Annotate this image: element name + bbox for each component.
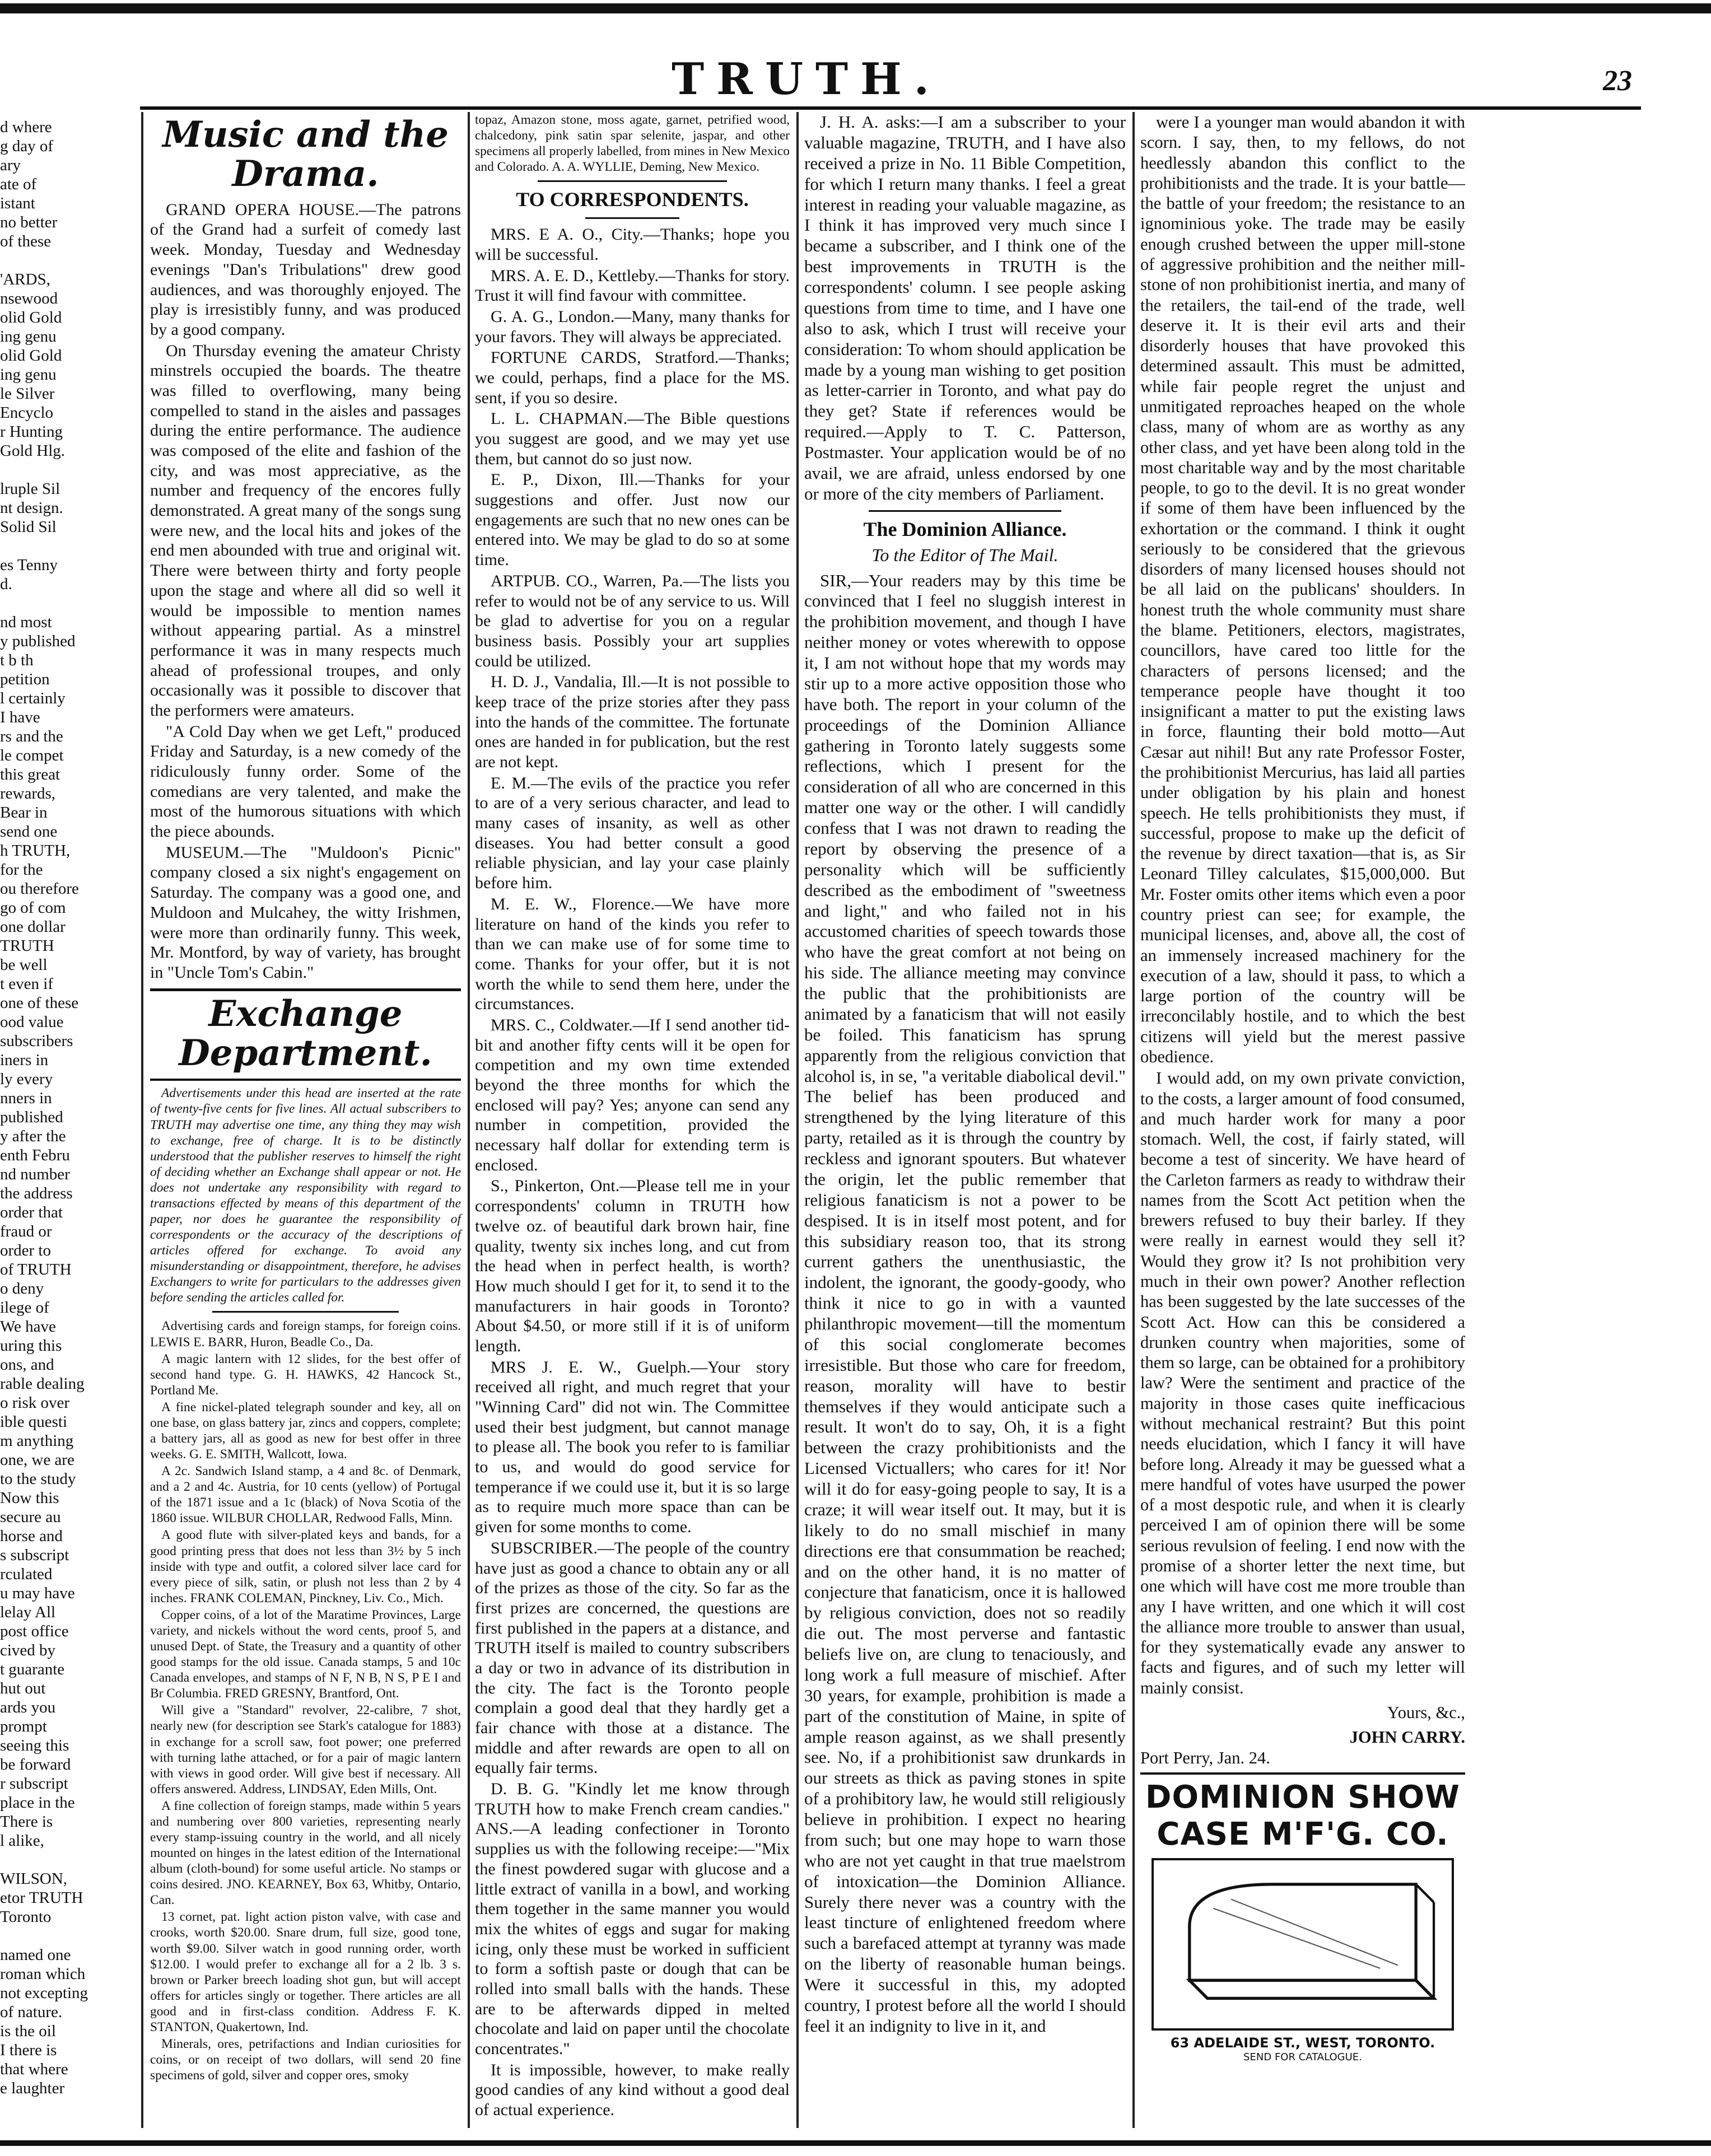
fragment-line: e laughter: [0, 2079, 65, 2097]
fragment-line: published: [0, 1108, 63, 1126]
fragment-line: is the oil: [0, 2022, 56, 2040]
correspondents-section: [475, 225, 790, 2120]
fragment-line: u may have: [0, 1584, 75, 1602]
music-drama-section: [150, 200, 461, 983]
corr-paragraph: S., Pinkerton, Ont.—Please tell me in your correspondents' column in TRUTH how twelve oz. of beautiful dark brown hair, fine quality, twenty six inches long, and cut from the head when in perfect health, is worth? How much should I get for it, to send it to the manufacturers in hair goods in Toronto? About $4.50, or more still if it is of uniform length.: [475, 1177, 790, 1355]
fragment-line: of these: [0, 232, 51, 250]
fragment-line: olid Gold: [0, 309, 62, 326]
fragment-line: prompt: [0, 1718, 47, 1735]
fragment-line: ons, and: [0, 1356, 54, 1374]
corr-paragraph: E. P., Dixon, Ill.—Thanks for your suggestions and offer. Just now our engagements are such that no new ones can be entered into. We may be glad to do so at some time.: [475, 470, 790, 570]
corr-paragraph: It is impossible, however, to make really good candies of any kind without a good deal of actual experience.: [475, 2060, 790, 2120]
fragment-line: o risk over: [0, 1394, 70, 1412]
fragment-line: nt design.: [0, 499, 63, 517]
corr-paragraph: G. A. G., London.—Many, many thanks for your favors. They will always be appreciated.: [475, 307, 790, 346]
column-alliance: [804, 112, 1126, 2038]
fragment-line: be well: [0, 956, 48, 974]
fragment-line: nd number: [0, 1165, 70, 1183]
fragment-line: TRUTH: [0, 937, 54, 955]
masthead-rule: [140, 106, 1641, 110]
fragment-line: subscribers: [0, 1032, 73, 1050]
fragment-line: of TRUTH: [0, 1261, 72, 1278]
column-divider: [141, 112, 143, 2128]
exch-paragraph: A magic lantern with 12 slides, for the best offer of second hand type. G. H. HAWKS, 42 Hancock St., Portland Me.: [150, 1351, 461, 1398]
fragment-line: rewards,: [0, 785, 56, 802]
fragment-line: Encyclo: [0, 404, 54, 422]
exch-paragraph: 13 cornet, pat. light action piston valve, with case and crooks, worth $20.00. Snare drum, full size, good tone, worth $9.00. Silver watch in good running order, worth $12.00. I would prefer to exchange all for a 2 lb. 3 s. brown or Parker breech loading shot gun, but will accept offers for articles singly or together. There articles are all good and in first-class condition. Address F. K. STANTON, Quakertown, Ind.: [150, 1910, 461, 2034]
fragment-line: that where: [0, 2060, 68, 2078]
fragment-line: horse and: [0, 1527, 63, 1545]
fragment-line: [0, 1850, 139, 1869]
fragment-line: petition: [0, 670, 50, 688]
fragment-line: I there is: [0, 2041, 57, 2059]
section-rule: [1140, 1772, 1465, 1775]
corr-paragraph: SUBSCRIBER.—The people of the country have just as good a chance to obtain any or all of the prizes as those of the city. So far as the first prizes are concerned, the questions are first published in the papers at a distance, and TRUTH itself is mailed to country subscribers a day or two in advance of its distribution in the city. The fact is the Toronto people complain a good deal that they hardly get a fair chance with those at a distance. The middle and after rewards are open to all on equally fair terms.: [475, 1538, 790, 1777]
corr-paragraph: MRS J. E. W., Guelph.—Your story received all right, and much regret that your "Winning Card" did not win. The Committee used their best judgment, but cannot manage to please all. The book you refer to is familiar to us, and would do good service for temperance if we could use it, but it is so large as to require much more space than can be given for some months to come.: [475, 1357, 790, 1537]
fragment-line: uring this: [0, 1337, 62, 1355]
column-music-exchange: [150, 112, 461, 2084]
corr-paragraph: MRS. A. E. D., Kettleby.—Thanks for story. Trust it will find favour with committee.: [475, 266, 790, 305]
fragment-line: no better: [0, 213, 58, 231]
fragment-line: etor TRUTH: [0, 1889, 83, 1907]
fragment-line: m anything: [0, 1432, 74, 1450]
bottom-border: [0, 2140, 1711, 2146]
corr-paragraph: L. L. CHAPMAN.—The Bible questions you suggest are good, and we may yet use them, but cannot do so just now.: [475, 409, 790, 468]
fragment-line: d.: [0, 575, 12, 593]
fragment-line: r subscript: [0, 1775, 68, 1793]
left-fragment-column: [0, 118, 139, 2098]
fragment-line: We have: [0, 1318, 56, 1336]
showcase-illustration: [1151, 1858, 1454, 2031]
exch-paragraph: Will give a "Standard" revolver, 22-calibre, 7 shot, nearly new (for description see Stark's catalogue for 1883) in exchange for a scroll saw, foot power; one preferred with turning lathe attached, or for a pair of magic lantern with views in good order. Will give best if necessary. All offers answered. Address, LINDSAY, Eden Mills, Ont.: [150, 1703, 461, 1796]
page-number: 23: [1603, 65, 1632, 97]
column-divider: [1132, 112, 1135, 2128]
fragment-line: send one: [0, 823, 58, 841]
fragment-line: o deny: [0, 1280, 44, 1298]
specimens-paragraph: topaz, Amazon stone, moss agate, garnet, petrified wood, chalcedony, pink satin spar selenite, jaspar, and other specimens all properly labelled, from mines in New Mexico and Colorado. A. A. WYLLIE, Deming, New Mexico.: [475, 113, 790, 175]
fragment-line: enth Febru: [0, 1146, 70, 1164]
signature: JOHN CARRY.: [1349, 1728, 1465, 1747]
closing: Yours, &c.,: [1387, 1702, 1465, 1722]
letter-carrier-question: J. H. A. asks:—I am a subscriber to your valuable magazine, TRUTH, and I have also received a prize in No. 11 Bible Competition, for which I return many thanks. I feel a great interest in reading your valuable magazine, as I think it has improved very much since I became a subscriber, and I think one of the best improvements in TRUTH is the correspondents' column. I see people asking questions from time to time, and I have one also to ask, which I trust will receive your consideration: To whom should application be made by a young man wishing to get position as letter-carrier in Toronto, and what pay do they get? State if references would be required.—Apply to T. C. Patterson, Postmaster. Your application would be of no avail, we are afraid, unless endorsed by one or more of the city members of Parliament.: [804, 112, 1126, 503]
exch-paragraph: Advertising cards and foreign stamps, for foreign coins. LEWIS E. BARR, Huron, Beadle Co., Da.: [150, 1319, 461, 1350]
cont-paragraph: I would add, on my own private conviction, to the costs, a larger amount of food consumed, and much harder work for many a poor stomach. Well, the cost, if fairly stated, will become a test of sincerity. We have heard of the Carleton farmers as ready to withdraw their names from the Scott Act petition when the brewers refused to buy their barley. If they were really in earnest would they sell it? Would they grow it? Is not prohibition very much in their own power? Another reflection has been suggested by the late successes of the Scott Act. How can this be considered a drunken country when majorities, some of them so large, can be obtained for a prohibitory law? Were the sentiment and practice of the majority in those cases quite inefficacious without mechanical restraint? But this point needs elucidation, which I fancy it will have before long. Already it may be guessed what a mere handful of votes have usurped the power of a most despotic rule, and when it is clearly perceived I am of opinion there will be some serious revulsion of feeling. I end now with the promise of a shorter letter the next time, but one which will have cost me more trouble than any I have written, and one which it will cost the alliance more trouble to answer than usual, for they systematically evade any answer to facts and figures, and of such my letter will mainly consist.: [1140, 1068, 1465, 1697]
fragment-line: t b th: [0, 651, 34, 669]
letter-continuation: [1140, 112, 1465, 1698]
fragment-line: nsewood: [0, 290, 58, 307]
fragment-line: order that: [0, 1203, 63, 1221]
exchange-heading: Exchange Department.: [179, 992, 432, 1074]
fragment-line: one of these: [0, 994, 79, 1012]
fragment-line: [0, 1926, 139, 1945]
fragment-line: nners in: [0, 1089, 52, 1107]
showcase-ad-address: 63 ADELAIDE ST., WEST, TORONTO.: [1170, 2035, 1435, 2051]
fragment-line: lelay All: [0, 1603, 56, 1621]
exchange-intro: Advertisements under this head are inserted at the rate of twenty-five cents for five lines. All actual subscribers to TRUTH may advertise one time, any thing they may wish to exchange, free of charge. It is to be distinctly understood that the publisher reserves to himself the right of deciding whether an Exchange shall appear or not. He does not undertake any responsibility with regard to transactions effected by means of this department of the paper, nor does he guarantee the responsibility of correspondents or the accuracy of the descriptions of articles offered for exchange. To avoid any misunderstanding or disappointment, therefore, he advises Exchangers to write for particulars to the addresses given before sending the articles called for.: [150, 1086, 461, 1305]
fragment-line: ly every: [0, 1070, 53, 1088]
fragment-line: t guarante: [0, 1660, 65, 1678]
separator: [869, 510, 1061, 512]
fragment-line: Gold Hlg.: [0, 442, 65, 460]
fragment-line: named one: [0, 1946, 71, 1964]
fragment-line: seeing this: [0, 1737, 69, 1754]
fragment-line: not excepting: [0, 1984, 88, 2002]
corr-paragraph: MRS. E A. O., City.—Thanks; hope you will be successful.: [475, 225, 790, 264]
column-letter-continued: [1140, 112, 1465, 2063]
section-rule: [150, 1079, 461, 1081]
masthead-title: TRUTH.: [672, 54, 941, 105]
fragment-line: cived by: [0, 1641, 56, 1659]
fragment-line: [0, 594, 139, 613]
fragment-line: Now this: [0, 1489, 59, 1507]
column-correspondents: [475, 112, 790, 2121]
corr-paragraph: E. M.—The evils of the practice you refer to are of a very serious character, and lead to many cases of insanity, as well as other diseases. You had better consult a good reliable physician, and lay your case plainly before him.: [475, 773, 790, 893]
fragment-line: le compet: [0, 746, 64, 764]
fragment-line: [0, 460, 139, 479]
fragment-line: ing genu: [0, 366, 57, 384]
exch-paragraph: Copper coins, of a lot of the Maratime Provinces, Large variety, and nickels without the word cents, proof 5, and unused Dept. of State, the Treasury and a quantity of other good stamps for the old issue. Canada stamps, 5 and 10c Canada envelopes, and stamps of N F, N B, N S, P E I and Br Columbia. FRED GRESNY, Brantford, Ont.: [150, 1607, 461, 1701]
fragment-line: roman which: [0, 1965, 86, 1983]
fragment-line: ible questi: [0, 1413, 68, 1431]
showcase-ad-catalogue: SEND FOR CATALOGUE.: [1243, 2051, 1362, 2063]
fragment-line: ate of: [0, 175, 37, 193]
fragment-line: this great: [0, 766, 60, 783]
exch-paragraph: Minerals, ores, petrifactions and Indian curiosities for coins, or on receipt of two dollars, will send 20 fine specimens of gold, silver and copper ores, smoky: [150, 2036, 461, 2083]
column-divider: [468, 112, 470, 2128]
fragment-line: es Tenny: [0, 556, 58, 574]
corr-paragraph: FORTUNE CARDS, Stratford.—Thanks; we could, perhaps, find a place for the MS. sent, if you so desire.: [475, 348, 790, 407]
fragment-line: ood value: [0, 1013, 64, 1031]
fragment-line: [0, 536, 139, 556]
separator: [212, 1311, 399, 1313]
top-border: [0, 3, 1711, 13]
exch-paragraph: A fine collection of foreign stamps, made within 5 years and numbering over 800 varieties, representing nearly every stamp-issuing country in the world, and all nicely mounted on hinges in the latest edition of the International album (cloth-bound) for some useful article. No stamps or coins desired. JNO. KEARNEY, Box 63, Whitby, Ontario, Can.: [150, 1798, 461, 1908]
fragment-line: ards you: [0, 1698, 56, 1716]
alliance-subheading: To the Editor of The Mail.: [871, 545, 1059, 566]
music-paragraph: "A Cold Day when we get Left," produced Friday and Saturday, is a new comedy of the ridiculously funny order. Some of the comedians are very talented, and make the most of the humorous situations with which the piece abounds.: [150, 722, 461, 841]
fragment-line: to the study: [0, 1470, 76, 1488]
alli-paragraph: SIR,—Your readers may by this time be convinced that I feel no sluggish interest in the prohibition movement, and though I have neither money or votes wherewith to oppose it, I am not without hope that my words may stir up to a more active opposition those who have both. The report in your column of the proceedings of the Dominion Alliance gathering in Toronto lately suggests some reflections, which I present for the consideration of all who are concerned in this matter one way or the other. I will candidly confess that I was not drawn to reading the report by observing the presence of a personality which will be sufficiently described as the embodiment of "sweetness and light," and who failed not in his accustomed charities of speech towards those who have the great comfort at not being on his side. The alliance meeting may convince the public that the prohibitionists are animated by a fanaticism that will not easily be foiled. This fanaticism has sprung apparently from the religious conviction that alcohol is, in se, "a veritable diabolical devil." The belief has been produced and strengthened by the lying literature of this party, retailed as it is through the country by reckless and ignorant spouters. But whatever the origin, let the public remember that religious fanaticism is not a power to be despised. It is in itself most potent, and for this subsidiary reason too, that its strong current gathers the unenthusiastic, the indolent, the ignorant, the goody-goody, who think it nice to go in with a vaunted philanthropic movement—till the momentum of this social conglomerate becomes irresistible. But those who care for freedom, reason, morality will have to bestir themselves if they would anticipate such a result. It won't do to say, Oh, it is a fight between the crazy prohibitionists and the Licensed Victuallers; who cares for it! Nor will it do for easy-going people to say, It is a craze; it will wear itself out. It may, but it is likely to do no small mischief in many directions ere that consummation be reached; and on the other hand, it is no matter of conjecture that fanaticism, once it is hallowed by religious conviction, does not so readily die out. The most perverse and fantastic beliefs live on, are clung to tenaciously, and long work a full measure of mischief. After 30 years, for example, prohibition is made a part of the constitution of Maine, in spite of ample reason against, as we shall presently see. No, if a prohibitionist saw drunkards in our streets as thick as paving stones in spite of a prohibitory law, he would still religiously believe in prohibition. I expect no hearing from such; but one may hope to warn those who are not yet caught in that true maelstrom of intoxication—the Dominion Alliance. Surely there never was a country with the least tincture of enlightened freedom where such a barefaced attempt at tyranny was made on the liberty of reasonable human beings. Were it successful in this, my adopted country, I protest before all the world I should feel it an indignity to live in it, and: [804, 570, 1126, 2036]
fragment-line: [0, 251, 139, 270]
correspondents-heading: TO CORRESPONDENTS.: [516, 188, 749, 211]
fragment-line: Solid Sil: [0, 518, 57, 536]
section-rule: [150, 988, 461, 991]
dateline: Port Perry, Jan. 24.: [1140, 1748, 1270, 1767]
fragment-line: ary: [0, 156, 21, 174]
fragment-line: rs and the: [0, 727, 63, 745]
fragment-line: one, we are: [0, 1451, 74, 1469]
exchange-listings: [150, 1318, 461, 2083]
fragment-line: ing genu: [0, 328, 57, 346]
fragment-line: ou therefore: [0, 880, 79, 898]
fragment-line: y published: [0, 632, 76, 650]
exch-paragraph: A fine nickel-plated telegraph sounder and key, all on one base, on glass battery jar, zincs and coppers, complete; a battery jars, all as good as new for best offer in three weeks. G. E. SMITH, Wallcott, Iowa.: [150, 1399, 461, 1462]
alliance-heading: The Dominion Alliance.: [863, 517, 1067, 540]
fragment-line: There is: [0, 1813, 53, 1831]
fragment-line: 'ARDS,: [0, 270, 50, 288]
fragment-line: secure au: [0, 1508, 61, 1526]
fragment-line: WILSON,: [0, 1870, 68, 1888]
exch-paragraph: A good flute with silver-plated keys and bands, for a good printing press that does not less than 3½ by 5 inch inside with type and outfit, a colored silver lace card for every piece of silk, satin, or plush not less than 2 by 4 inches. FRANK COLEMAN, Pinckney, Liv. Co., Mich.: [150, 1528, 461, 1606]
fragment-line: ilege of: [0, 1299, 49, 1317]
fragment-line: one dollar: [0, 918, 66, 936]
fragment-line: le Silver: [0, 385, 55, 403]
fragment-line: place in the: [0, 1794, 75, 1812]
fragment-line: s subscript: [0, 1546, 69, 1564]
fragment-line: l certainly: [0, 689, 66, 707]
fragment-line: for the: [0, 861, 43, 879]
separator: [585, 217, 680, 219]
fragment-line: Bear in: [0, 804, 48, 822]
music-paragraph: On Thursday evening the amateur Christy minstrels occupied the boards. The theatre was filled to overflowing, many being compelled to stand in the aisles and passages during the entire performance. The audience was composed of the elite and fashion of the city, and was most appreciative, as the number and frequency of the encores fully demonstrated. A great many of the songs sung were new, and the local hits and jokes of the end men abounded with true and original wit. There were between thirty and forty people upon the stage and where all did so well it would be impossible to mention names without appearing partial. As a minstrel performance it was in many respects much ahead of professional troupes, and only occasionally was it possible to discover that the performers were amateurs.: [150, 341, 461, 720]
corr-paragraph: H. D. J., Vandalia, Ill.—It is not possible to keep trace of the prize stories after they pass into the hands of the committee. The fortunate ones are handed in for publication, but the rest are not kept.: [475, 673, 790, 772]
corr-paragraph: ARTPUB. CO., Warren, Pa.—The lists you refer to would not be of any service to us. Will be glad to advertise for you on a regular business basis. Possibly your art supplies could be utilized.: [475, 571, 790, 670]
alliance-letter: [804, 571, 1126, 2037]
column-divider: [796, 112, 799, 2128]
fragment-line: rable dealing: [0, 1375, 85, 1393]
music-paragraph: MUSEUM.—The "Muldoon's Picnic" company closed a six night's engagement on Saturday. The company was a good one, and Muldoon and Mulcahey, the witty Irishmen, were more than ordinarily funny. This week, Mr. Montford, by way of variety, has brought in "Uncle Tom's Cabin.": [150, 843, 461, 982]
separator: [538, 180, 726, 182]
fragment-line: nd most: [0, 613, 52, 631]
fragment-line: go of com: [0, 899, 66, 917]
corr-paragraph: D. B. G. "Kindly let me know through TRUTH how to make French cream candies." ANS.—A leading confectioner in Toronto supplies us with the following receipe:—"Mix the finest powdered sugar with glucose and a little extract of vanilla in a bowl, and working them together in the same manner you would mix the whites of eggs and sugar for making icing, only these must be worked in sufficient to form a softish paste or dough that can be rolled into small balls with the hands. These are to be afterwards dipped in melted chocolate and laid on paper until the chocolate concentrates.": [475, 1780, 790, 2059]
fragment-line: g day of: [0, 137, 54, 155]
fragment-line: I have: [0, 708, 40, 726]
corr-paragraph: M. E. W., Florence.—We have more literature on hand of the kinds you refer to than we can make use of for some time to come. Thanks for your offer, but it is not worth the while to send them here, under the circumstances.: [475, 894, 790, 1014]
corr-paragraph: MRS. C., Coldwater.—If I send another tid-bit and another fifty cents will it be open for competition and my own time extended beyond the three months for which the enclosed will pay? Yes; anyone can send any number in competition, provided the necessary half dollar for extending term is enclosed.: [475, 1015, 790, 1174]
fragment-line: rculated: [0, 1565, 53, 1583]
cont-paragraph: were I a younger man would abandon it with scorn. I say, then, to my fellows, do not heedlessly abandon this conflict to the prohibitionists and the trade. It is your battle—the battle of your freedom; the resistance to an ignominious yoke. The trade may be easily enough crushed between the upper mill-stone of aggressive prohibition and the neither mill-stone of non prohibitionist inertia, and many of the retailers, the tail-end of the trade, well deserve it. It is their evil arts and their disorderly houses that have provoked this determined assault. This must be admitted, while fair people regret the unjust and unmitigated reproaches heaped on the whole class, many of whom are as worthy as any other class, and yet have been along told in the most charitable way and by the most charitable people, to go to the devil. It is no great wonder if some of them have been influenced by the exhortation or the command. I think it ought seriously to be considered that the grievous disorders of many licensed houses should not be all laid on the publicans' shoulders. In honest truth the whole community must share the blame. Petitioners, electors, magistrates, councillors, have cared too little for the characters of persons licensed; and the temperance people have thought it too insignificant a matter to put the existing laws in force, flaunting their bold motto—Aut Cæsar aut nihil! But any rate Professor Foster, the prohibitionist Mercurius, has laid all parties under obligation by his plain and honest speech. He tells prohibitionists they must, if successful, propose to make up the deficit of the revenue by direct taxation—that is, as Sir Leonard Tilley calculates, $15,000,000. But Mr. Foster omits other items which even a poor country priest can see; for example, the municipal licenses, and, above all, the cost of an immensely increased machinery for the execution of a law, should it pass, to which a large portion of the country will be irreconcilably hostile, and to which the best citizens will yield but the merest passive obedience.: [1140, 113, 1465, 1066]
showcase-ad-title: DOMINION SHOW CASE M'F'G. CO.: [1145, 1779, 1460, 1853]
fragment-line: of nature.: [0, 2003, 63, 2021]
fragment-line: d where: [0, 118, 52, 136]
fragment-line: y after the: [0, 1127, 66, 1145]
fragment-line: t even if: [0, 975, 54, 993]
fragment-line: the address: [0, 1184, 73, 1202]
fragment-line: Toronto: [0, 1908, 52, 1926]
exch-paragraph: A 2c. Sandwich Island stamp, a 4 and 8c. of Denmark, and a 2 and 4c. Austria, for 10 cents (yellow) of Portugal of the 1871 issue and a 1c (black) of Nova Scotia of the 1860 issue. WILBUR CHOLLAR, Redwood Falls, Minn.: [150, 1464, 461, 1526]
fragment-line: fraud or: [0, 1222, 52, 1240]
fragment-line: r Hunting: [0, 423, 63, 441]
fragment-line: h TRUTH,: [0, 842, 71, 860]
fragment-line: order to: [0, 1242, 51, 1259]
fragment-line: olid Gold: [0, 347, 62, 365]
fragment-line: iners in: [0, 1051, 49, 1069]
music-paragraph: GRAND OPERA HOUSE.—The patrons of the Grand had a surfeit of comedy last week. Monday, Tuesday and Wednesday evenings "Dan's Tribulations" drew good audiences, and was thoroughly enjoyed. The play is irresistibly funny, and was produced by a good company.: [150, 200, 461, 339]
fragment-line: l alike,: [0, 1832, 44, 1850]
fragment-line: istant: [0, 194, 35, 212]
fragment-line: post office: [0, 1622, 69, 1640]
fragment-line: hut out: [0, 1679, 46, 1697]
music-drama-heading: Music and the Drama.: [162, 114, 449, 195]
fragment-line: lruple Sil: [0, 480, 60, 498]
fragment-line: be forward: [0, 1756, 71, 1774]
